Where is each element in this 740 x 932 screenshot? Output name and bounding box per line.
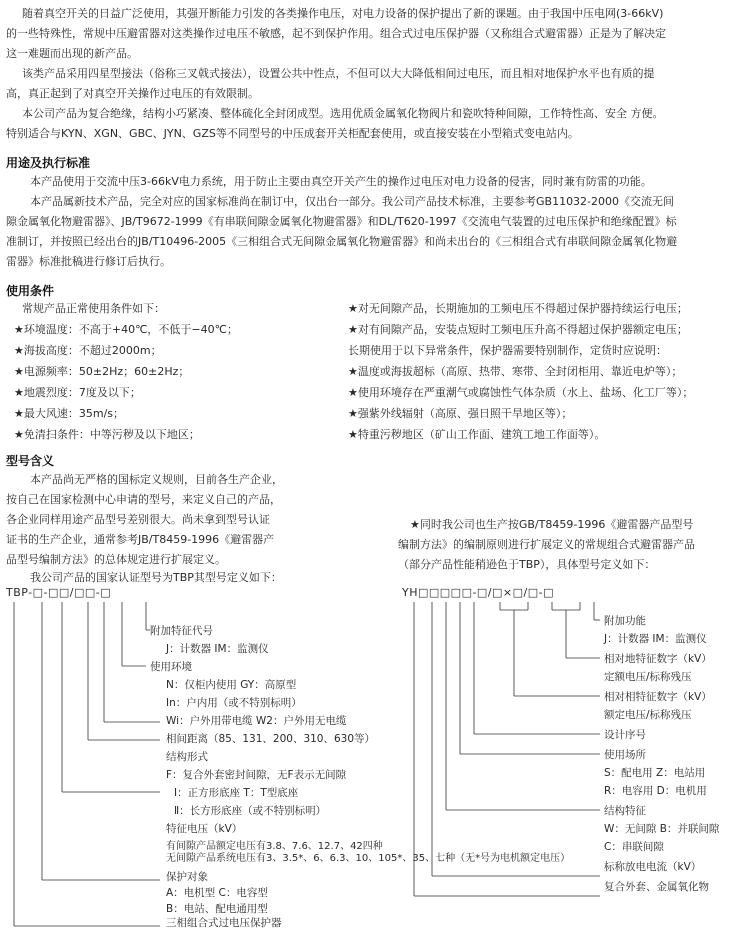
intro-paragraph-2-line-1: 该类产品采用四星型接法（俗称三叉戟式接法），设置公共中性点，不但可以大大降低相间过电压，而且相对地保护水平也有质的提 xyxy=(22,67,655,80)
conditions-right-item: ★强紫外线辐射（高原、强日照干旱地区等）； xyxy=(348,407,573,420)
yh-label: 额定电压/标称残压 xyxy=(604,709,692,721)
tbp-label: 相间距离（85、131、200、310、630等） xyxy=(166,733,376,745)
intro-paragraph-3-line-2: 特别适合与KYN、XGN、GBC、JYN、GZS等不同型号的中压成套开关柜配套使用，或直接安装在小型箱式变电站内。 xyxy=(6,127,579,140)
model-right-line: （部分产品性能稍逊色于TBP），具体型号定义如下： xyxy=(398,558,656,571)
tbp-label: N：仅柜内使用 GY：高原型 xyxy=(166,679,297,691)
tbp-label: 特征电压（kV） xyxy=(166,823,243,835)
model-left-line: 品型号编制方法》的总体规定进行扩展定义。 xyxy=(6,553,226,566)
yh-label: S：配电用 Z：电站用 xyxy=(604,767,706,779)
yh-label: W：无间隙 B：并联间隙 xyxy=(604,823,720,835)
usage-heading: 用途及执行标准 xyxy=(6,156,91,170)
tbp-label: 附加特征代号 xyxy=(150,625,213,637)
tbp-label-protection-ac: A：电机型 C：电容型 xyxy=(166,887,268,899)
yh-label: R：电容用 D：电机用 xyxy=(604,785,707,797)
intro-paragraph-3-line-1: 本公司产品为复合绝缘，结构小巧紧凑、整体硫化全封闭成型。选用优质金属氧化物阀片和瓷吹特种间隙，工作特性高、安全 方便。 xyxy=(22,107,664,120)
conditions-heading: 使用条件 xyxy=(6,284,55,298)
model-right-line: 编制方法》的编制原则进行扩展定义的常规组合式避雷器产品 xyxy=(398,538,695,551)
usage-line-5: 雷器》标准批稿进行修订后执行。 xyxy=(6,255,171,268)
conditions-left-item: ★环境温度：不高于+40℃，不低于−40℃； xyxy=(14,323,238,336)
tbp-label: Wi：户外用带电缆 W2：户外用无电缆 xyxy=(166,715,347,727)
conditions-left-item: ★地震烈度：7度及以下； xyxy=(14,386,141,399)
usage-line-4: 准制订，并按照已经出台的JB/T10496-2005《三相组合式无间隙金属氧化物避雷器》和尚未出台的《三相组合式有串联间隙金属氧化物避 xyxy=(6,235,678,248)
yh-label: J：计数器 IM：监测仪 xyxy=(604,633,707,645)
tbp-label: J：计数器 IM：监测仪 xyxy=(166,643,269,655)
conditions-left-item: ★电源频率：50±2Hz；60±2Hz； xyxy=(14,365,190,378)
usage-line-2: 本产品属新技术产品，完全对应的国家标准尚在制订中，仅出台一部分。我公司产品技术标准，主要参考GB11032-2000《交流无间 xyxy=(30,195,675,208)
conditions-right-item: ★温度或海拔超标（高原、热带、寒带、全封闭柜用、靠近电炉等）； xyxy=(348,365,683,378)
tbp-model-code: TBP-□-□□/□□-□ xyxy=(6,586,112,599)
yh-label: 附加功能 xyxy=(604,615,646,627)
tbp-label: 结构形式 xyxy=(166,751,208,763)
usage-line-3: 隙金属氧化物避雷器》、JB/T9672-1999《有串联间隙金属氧化物避雷器》和DL/T620-1997《交流电气装置的过电压保护和绝缘配置》标 xyxy=(6,215,677,228)
yh-label: 相对相特征数字（kV） xyxy=(604,691,712,703)
intro-paragraph-1-line-2: 的一些特殊性，常规中压避雷器对这类操作过电压不敏感，起不到保护作用。组合式过电压保护器（又称组合式避雷器）正是为了解决定 xyxy=(6,27,666,40)
yh-label: 结构特征 xyxy=(604,805,646,817)
conditions-right-item: ★使用环境存在严重潮气或腐蚀性气体杂质（水上、盐场、化工厂等）； xyxy=(348,386,694,399)
model-left-line: 各企业同样用途产品型号差别很大。尚未拿到型号认证 xyxy=(6,513,270,526)
tbp-label: F：复合外套密封间隙，无F表示无间隙 xyxy=(166,769,347,781)
model-left-line: 本产品尚无严格的国标定义规则，目前各生产企业， xyxy=(30,473,283,486)
tbp-label: In：户内用（或不特别标明） xyxy=(166,697,302,709)
yh-model-code: YH□□□□□-□/□×□/□-□ xyxy=(402,586,554,599)
model-left-line: 按自己在国家检测中心申请的型号，来定义自己的产品， xyxy=(6,493,281,506)
tbp-label-protection-target: 保护对象 xyxy=(166,871,208,883)
conditions-left-item: ★免清扫条件：中等污秽及以下地区； xyxy=(14,428,200,441)
tbp-label: Ⅰ：正方形底座 T：T型底座 xyxy=(174,787,299,799)
model-heading: 型号含义 xyxy=(6,454,55,468)
tbp-label-three-phase: 三相组合式过电压保护器 xyxy=(166,917,282,929)
model-left-line: 证书的生产企业，通常参考JB/T8459-1996《避雷器产 xyxy=(6,533,275,546)
yh-label: 使用场所 xyxy=(604,749,646,761)
tbp-label: 无间隙产品系统电压有3、3.5*、6、6.3、10、105*、35、七种（无*号为电机额定电压） xyxy=(166,853,571,864)
yh-label: 复合外套、金属氧化物 xyxy=(604,881,709,893)
conditions-left-item: ★最大风速：35m/s； xyxy=(14,407,125,420)
usage-line-1: 本产品使用于交流中压3-66kV电力系统，用于防止主要由真空开关产生的操作过电压对电力设备的侵害，同时兼有防雷的功能。 xyxy=(30,175,652,188)
intro-paragraph-1-line-3: 这一难题而出现的新产品。 xyxy=(6,47,138,60)
conditions-left-item: 常规产品正常使用条件如下： xyxy=(22,302,165,315)
yh-label: 标称放电电流（kV） xyxy=(604,861,702,873)
conditions-left-item: ★海拔高度：不超过2000m； xyxy=(14,344,162,357)
yh-label: C：串联间隙 xyxy=(604,841,664,853)
conditions-right-item: ★对无间隙产品，长期施加的工频电压不得超过保护器持续运行电压； xyxy=(348,302,688,315)
tbp-label: 使用环境 xyxy=(150,661,192,673)
intro-paragraph-2-line-2: 高，真正起到了对真空开关操作过电压的有效限制。 xyxy=(6,87,259,100)
yh-label: 定额电压/标称残压 xyxy=(604,671,692,683)
yh-label: 相对地特征数字（kV） xyxy=(604,653,712,665)
model-right-line: ★同时我公司也生产按GB/T8459-1996《避雷器产品型号 xyxy=(410,518,694,531)
tbp-label: 有间隙产品额定电压有3.8、7.6、12.7、42四种 xyxy=(166,841,383,852)
conditions-right-item: ★特重污秽地区（矿山工作面、建筑工地工作面等）。 xyxy=(348,428,606,441)
intro-paragraph-1-line-1: 随着真空开关的日益广泛使用，其强开断能力引发的各类操作电压，对电力设备的保护提出了新的课题。由于我国中压电网(3-66kV) xyxy=(22,7,664,20)
yh-label: 设计序号 xyxy=(604,729,646,741)
conditions-right-item: 长期使用于以下异常条件，保护器需要特别制作，定货时应说明： xyxy=(348,344,667,357)
conditions-right-item: ★对有间隙产品，安装点短时工频电压升高不得超过保护器额定电压； xyxy=(348,323,688,336)
tbp-label-protection-b: B：电站、配电通用型 xyxy=(166,903,268,915)
model-left-line: 我公司产品的国家认证型号为TBP其型号定义如下： xyxy=(30,571,282,584)
tbp-label: Ⅱ：长方形底座（或不特别标明） xyxy=(174,805,327,817)
